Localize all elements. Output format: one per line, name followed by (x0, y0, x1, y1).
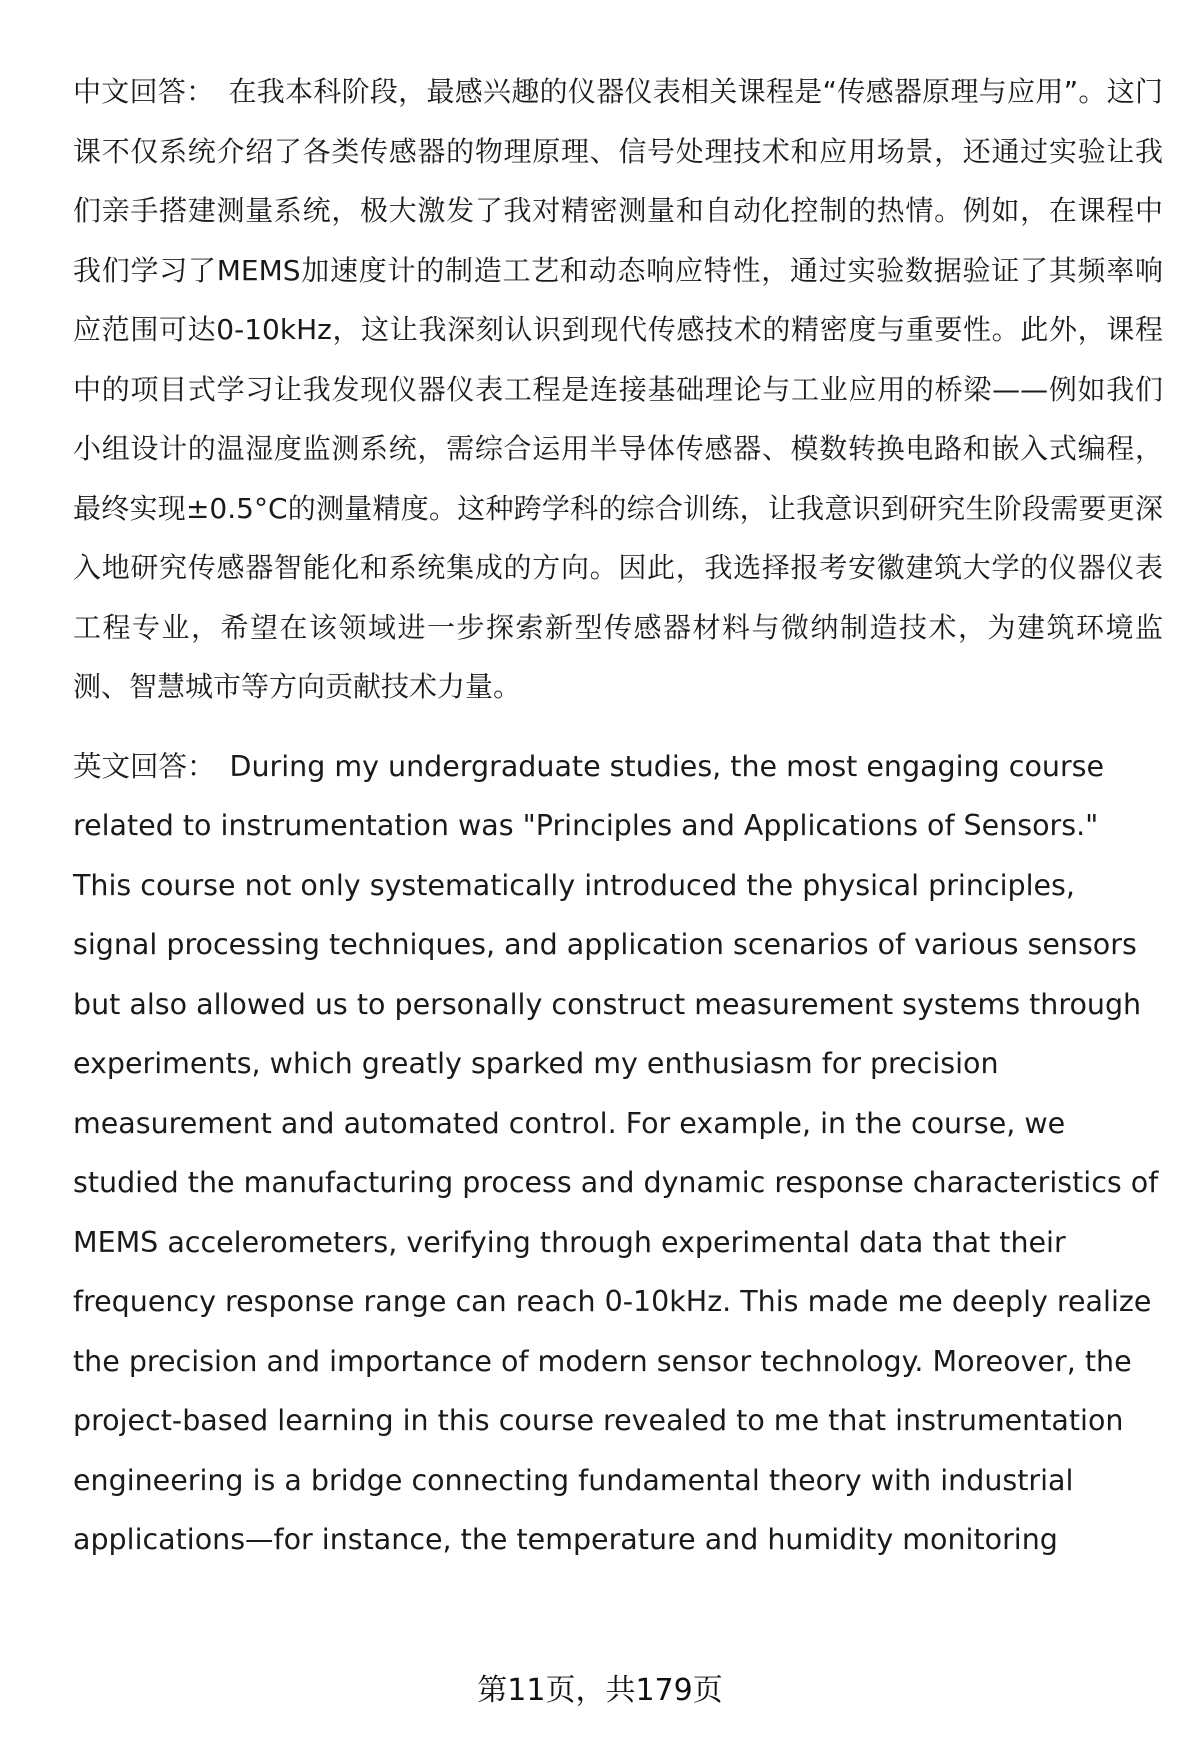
chinese-answer-label: 中文回答： (73, 75, 215, 108)
chinese-answer-paragraph (73, 62, 1163, 717)
chinese-answer-text: 在我本科阶段，最感兴趣的仪器仪表相关课程是“传感器原理与应用”。这门课不仅系统介绍了各类传感器的物理原理、信号处理技术和应用场景，还通过实验让我们亲手搭建测量系统，极大激发了我对精密测量和自动化控制的热情。例如，在课程中我们学习了MEMS加速度计的制造工艺和动态响应特性，通过实验数据验证了其频率响应范围可达0-10kHz，这让我深刻认识到现代传感技术的精密度与重要性。此外，课程中的项目式学习让我发现仪器仪表工程是连接基础理论与工业应用的桥梁——例如我们小组设计的温湿度监测系统，需综合运用半导体传感器、模数转换电路和嵌入式编程，最终实现±0.5°C的测量精度。这种跨学科的综合训练，让我意识到研究生阶段需要更深入地研究传感器智能化和系统集成的方向。因此，我选择报考安徽建筑大学的仪器仪表工程专业，希望在该领域进一步探索新型传感器材料与微纳制造技术，为建筑环境监测、智慧城市等方向贡献技术力量。 (73, 75, 1163, 703)
page-number-footer: 第11页，共179页 (477, 1673, 723, 1708)
page-content (73, 62, 1163, 1570)
english-answer-paragraph (73, 737, 1163, 1570)
english-answer-label: 英文回答： (73, 749, 216, 783)
english-answer-text: During my undergraduate studies, the most engaging course related to instrumentation was "Principles and Applications of Sensors." This course not only systematically introduced the physical principles, signal processing techniques, and application scenarios of various sensors but also allowed us to personally construct measurement systems through experiments, which greatly sparked my enthusiasm for precision measurement and automated control. For example, in the course, we studied the manufacturing process and dynamic response characteristics of MEMS accelerometers, verifying through experimental data that their frequency response range can reach 0-10kHz. This made me deeply realize the precision and importance of modern sensor technology. Moreover, the project-based learning in this course revealed to me that instrumentation engineering is a bridge connecting fundamental theory with industrial applications—for instance, the temperature and humidity monitoring (73, 749, 1159, 1556)
